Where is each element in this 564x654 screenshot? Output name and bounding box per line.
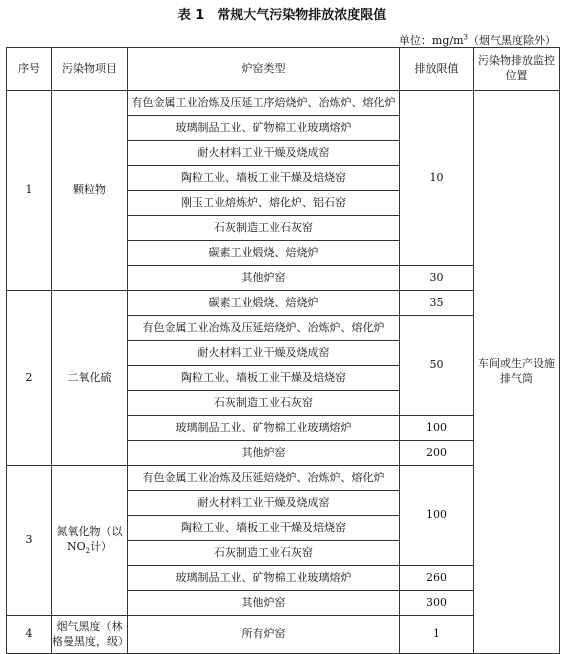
header-pollutant: 污染物项目: [52, 48, 128, 91]
limit-cell: 10: [400, 91, 474, 266]
kiln-cell: 所有炉窑: [128, 616, 400, 654]
pollutant-line2-post: 计）: [90, 539, 113, 553]
monitor-location-line1: 车间或生产设施: [478, 357, 555, 371]
kiln-cell: 碳素工业煅烧、焙烧炉: [128, 241, 400, 266]
header-kiln-type: 炉窑类型: [128, 48, 400, 91]
unit-suffix: （烟气黑度除外）: [468, 34, 556, 47]
kiln-cell: 玻璃制品工业、矿物棉工业玻璃熔炉: [128, 116, 400, 141]
table-row: [7, 91, 560, 116]
header-seq: 序号: [7, 48, 52, 91]
emission-limits-table: [6, 47, 560, 654]
kiln-cell: 石灰制造工业石灰窑: [128, 391, 400, 416]
kiln-cell: 其他炉窑: [128, 266, 400, 291]
kiln-cell: 耐火材料工业干燥及烧成窑: [128, 141, 400, 166]
monitor-location-cell: [474, 91, 560, 654]
kiln-cell: 碳素工业煅烧、焙烧炉: [128, 291, 400, 316]
kiln-cell: 有色金属工业冶炼及压延焙烧炉、冶炼炉、熔化炉: [128, 316, 400, 341]
header-monitor-line2: 位置: [505, 69, 528, 82]
seq-cell: 3: [7, 466, 52, 616]
limit-cell: 50: [400, 316, 474, 416]
seq-cell: 1: [7, 91, 52, 291]
limit-cell: 100: [400, 466, 474, 566]
kiln-cell: 陶粒工业、墙板工业干燥及焙烧窑: [128, 166, 400, 191]
limit-cell: 30: [400, 266, 474, 291]
kiln-cell: 有色金属工业冶炼及压延焙烧炉、冶炼炉、熔化炉: [128, 466, 400, 491]
unit-note: [399, 32, 556, 48]
kiln-cell: 有色金属工业冶炼及压延工序焙烧炉、冶炼炉、熔化炉: [128, 91, 400, 116]
header-row: [7, 48, 560, 91]
limit-cell: 100: [400, 416, 474, 441]
kiln-cell: 石灰制造工业石灰窑: [128, 541, 400, 566]
pollutant-line2: 格曼黑度，级）: [52, 634, 129, 648]
monitor-location-line2: 排气筒: [500, 372, 533, 385]
pollutant-line1: 烟气黑度（林: [56, 619, 123, 633]
limit-cell: 35: [400, 291, 474, 316]
seq-cell: 2: [7, 291, 52, 466]
pollutant-cell: [52, 616, 128, 654]
kiln-cell: 耐火材料工业干燥及烧成窑: [128, 341, 400, 366]
limit-cell: 200: [400, 441, 474, 466]
kiln-cell: 玻璃制品工业、矿物棉工业玻璃熔炉: [128, 566, 400, 591]
pollutant-cell: 颗粒物: [52, 91, 128, 291]
kiln-cell: 其他炉窑: [128, 441, 400, 466]
pollutant-cell: [52, 466, 128, 616]
kiln-cell: 其他炉窑: [128, 591, 400, 616]
kiln-cell: 刚玉工业熔炼炉、熔化炉、铝石窑: [128, 191, 400, 216]
header-monitor: [474, 48, 560, 91]
kiln-cell: 陶粒工业、墙板工业干燥及焙烧窑: [128, 516, 400, 541]
unit-superscript: 3: [463, 33, 468, 42]
seq-cell: 4: [7, 616, 52, 654]
pollutant-line1: 氮氧化物（以: [56, 524, 123, 538]
limit-cell: 300: [400, 591, 474, 616]
kiln-cell: 玻璃制品工业、矿物棉工业玻璃熔炉: [128, 416, 400, 441]
header-monitor-line1: 污染物排放监控: [478, 54, 555, 68]
limit-cell: 1: [400, 616, 474, 654]
limit-cell: 260: [400, 566, 474, 591]
unit-prefix: 单位：mg/m: [398, 34, 464, 47]
kiln-cell: 耐火材料工业干燥及烧成窑: [128, 491, 400, 516]
kiln-cell: 石灰制造工业石灰窑: [128, 216, 400, 241]
pollutant-line2-sub: 2: [85, 546, 91, 555]
header-limit: 排放限值: [400, 48, 474, 91]
pollutant-line2-pre: NO: [66, 539, 86, 553]
kiln-cell: 陶粒工业、墙板工业干燥及焙烧窑: [128, 366, 400, 391]
table-title: 表 1 常规大气污染物排放浓度限值: [177, 8, 387, 23]
pollutant-cell: 二氧化硫: [52, 291, 128, 466]
